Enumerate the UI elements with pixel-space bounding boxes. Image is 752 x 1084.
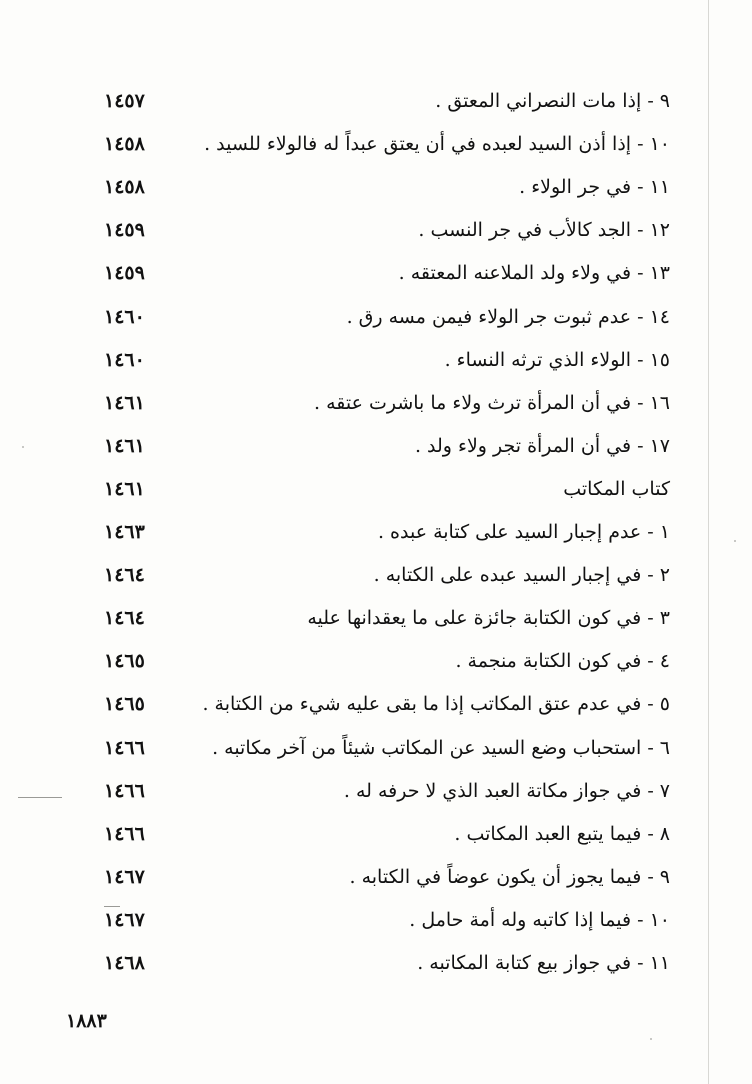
entry-page-number: ١٤٦٧ bbox=[104, 909, 145, 931]
entry-title: ٥ - في عدم عتق المكاتب إذا ما بقى عليه شيء من الكتابة . bbox=[202, 693, 670, 715]
entry-page-number: ١٤٦١ bbox=[104, 478, 145, 500]
entry-title: ١٤ - عدم ثبوت جر الولاء فيمن مسه رق . bbox=[346, 306, 670, 328]
entry-page-number: ١٤٥٩ bbox=[104, 219, 145, 241]
entry-page-number: ١٤٦٤ bbox=[104, 607, 145, 629]
entry-page-number: ١٤٦١ bbox=[104, 392, 145, 414]
entry-title: ١٣ - في ولاء ولد الملاعنه المعتقه . bbox=[398, 262, 670, 284]
toc-entry bbox=[60, 814, 670, 854]
toc-entry bbox=[60, 210, 670, 250]
scan-dot bbox=[22, 446, 24, 448]
entry-title: ٩ - فيما يجوز أن يكون عوضاً في الكتابه . bbox=[349, 866, 670, 888]
entry-page-number: ١٤٦٥ bbox=[104, 693, 145, 715]
toc-entry bbox=[60, 900, 670, 940]
scan-smudge bbox=[18, 797, 62, 798]
toc-entry bbox=[60, 641, 670, 681]
entry-page-number: ١٤٦١ bbox=[104, 435, 145, 457]
toc-entry bbox=[60, 124, 670, 164]
entry-title: ٤ - في كون الكتابة منجمة . bbox=[455, 650, 670, 672]
toc-entry bbox=[60, 512, 670, 552]
toc-entry bbox=[60, 297, 670, 337]
toc-entry bbox=[60, 253, 670, 293]
entry-title: ٣ - في كون الكتابة جائزة على ما يعقدانها عليه bbox=[307, 607, 670, 629]
entry-page-number: ١٤٥٨ bbox=[104, 176, 145, 198]
toc-entry bbox=[60, 167, 670, 207]
entry-title: ١٠ - فيما إذا كاتبه وله أمة حامل . bbox=[409, 909, 670, 931]
entry-page-number: ١٤٦٣ bbox=[104, 521, 145, 543]
toc-entry bbox=[60, 555, 670, 595]
scan-dot bbox=[734, 540, 736, 542]
toc-entry bbox=[60, 728, 670, 768]
entry-page-number: ١٤٦٧ bbox=[104, 866, 145, 888]
entry-title: ٢ - في إجبار السيد عبده على الكتابه . bbox=[373, 564, 670, 586]
entry-title: ١٢ - الجد كالأب في جر النسب . bbox=[418, 219, 670, 241]
toc-entry bbox=[60, 771, 670, 811]
entry-title: ٧ - في جواز مكاتة العبد الذي لا حرفه له . bbox=[343, 780, 670, 802]
toc-entry bbox=[60, 383, 670, 423]
entry-title: ١٠ - إذا أذن السيد لعبده في أن يعتق عبداً له فالولاء للسيد . bbox=[204, 133, 670, 155]
entry-page-number: ١٤٦٠ bbox=[104, 306, 145, 328]
section-heading-row bbox=[60, 469, 670, 509]
entry-page-number: ١٤٦٦ bbox=[104, 780, 145, 802]
toc-entry bbox=[60, 340, 670, 380]
entry-page-number: ١٤٦٥ bbox=[104, 650, 145, 672]
entry-title: ٦ - استحباب وضع السيد عن المكاتب شيئاً من آخر مكاتبه . bbox=[212, 737, 670, 759]
toc-entry bbox=[60, 684, 670, 724]
section-heading: كتاب المكاتب bbox=[563, 478, 670, 500]
entry-title: ١١ - في جواز بيع كتابة المكاتبه . bbox=[417, 952, 670, 974]
toc-entry bbox=[60, 598, 670, 638]
entry-page-number: ١٤٦٨ bbox=[104, 952, 145, 974]
entry-title: ١٥ - الولاء الذي ترثه النساء . bbox=[444, 349, 670, 371]
entry-page-number: ١٤٥٩ bbox=[104, 262, 145, 284]
page-edge-line bbox=[708, 0, 709, 1084]
entry-page-number: ١٤٥٨ bbox=[104, 133, 145, 155]
scan-dot bbox=[650, 1038, 652, 1040]
toc-entry bbox=[60, 943, 670, 983]
entry-page-number: ١٤٦٦ bbox=[104, 737, 145, 759]
entry-title: ٨ - فيما يتبع العبد المكاتب . bbox=[454, 823, 670, 845]
entry-page-number: ١٤٦٠ bbox=[104, 349, 145, 371]
entry-page-number: ١٤٦٤ bbox=[104, 564, 145, 586]
entry-title: ١٧ - في أن المرأة تجر ولاء ولد . bbox=[414, 435, 670, 457]
entry-title: ١١ - في جر الولاء . bbox=[519, 176, 670, 198]
entry-title: ١٦ - في أن المرأة ترث ولاء ما باشرت عتقه . bbox=[313, 392, 670, 414]
toc-entry bbox=[60, 426, 670, 466]
entry-title: ٩ - إذا مات النصراني المعتق . bbox=[435, 90, 670, 112]
entry-title: ١ - عدم إجبار السيد على كتابة عبده . bbox=[377, 521, 670, 543]
footer-page-number: ١٨٨٣ bbox=[66, 1010, 107, 1032]
toc-entry bbox=[60, 81, 670, 121]
entry-page-number: ١٤٦٦ bbox=[104, 823, 145, 845]
toc-entry bbox=[60, 857, 670, 897]
entry-page-number: ١٤٥٧ bbox=[104, 90, 145, 112]
